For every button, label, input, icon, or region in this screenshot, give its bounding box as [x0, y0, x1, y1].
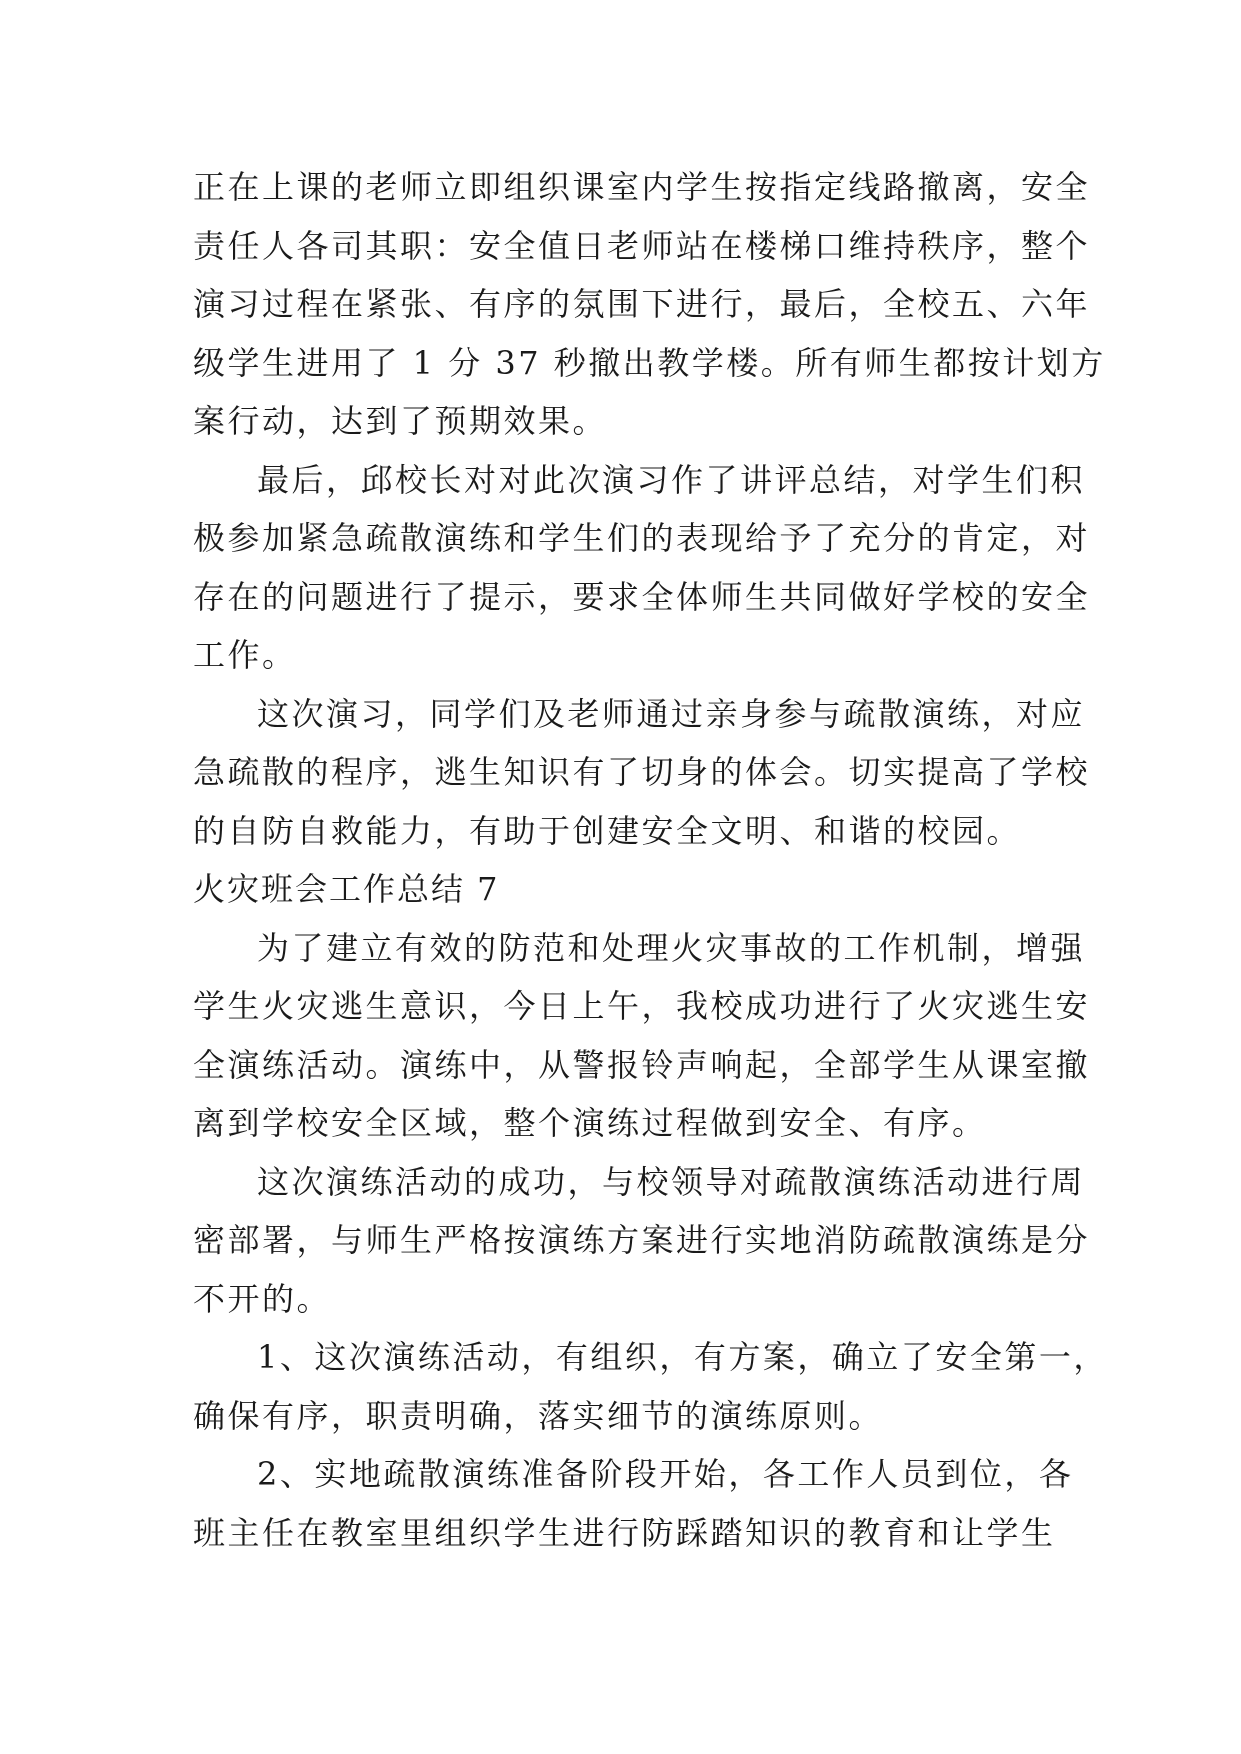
paragraph-line: 级学生进用了 1 分 37 秒撤出教学楼。所有师生都按计划方	[193, 343, 1106, 382]
paragraph-line: 班主任在教室里组织学生进行防踩踏知识的教育和让学生	[193, 1513, 1056, 1552]
paragraph-line: 这次演练活动的成功，与校领导对疏散演练活动进行周	[257, 1162, 1086, 1201]
paragraph-line: 极参加紧急疏散演练和学生们的表现给予了充分的肯定，对	[193, 519, 1091, 557]
paragraph-line: 急疏散的程序，逃生知识有了切身的体会。切实提高了学校	[193, 753, 1091, 791]
paragraph-line: 为了建立有效的防范和处理火灾事故的工作机制，增强	[257, 928, 1086, 967]
document-page	[193, 158, 1108, 1562]
paragraph	[193, 1328, 1108, 1445]
paragraph-line: 的自防自救能力，有助于创建安全文明、和谐的校园。	[193, 811, 1022, 850]
paragraph	[193, 158, 1106, 451]
paragraph-line: 密部署，与师生严格按演练方案进行实地消防疏散演练是分	[193, 1221, 1091, 1259]
paragraph-line: 1、这次演练活动，有组织，有方案，确立了安全第一，	[257, 1338, 1108, 1376]
paragraph-line: 演习过程在紧张、有序的氛围下进行，最后，全校五、六年	[193, 285, 1091, 323]
paragraph-line: 全演练活动。演练中，从警报铃声响起，全部学生从课室撤	[193, 1045, 1091, 1084]
paragraph	[193, 919, 1091, 1153]
paragraph-line: 工作。	[193, 636, 297, 674]
paragraph-line: 这次演习，同学们及老师通过亲身参与疏散演练，对应	[257, 694, 1086, 733]
heading-text: 火灾班会工作总结 7	[193, 870, 500, 908]
paragraph-line: 2、实地疏散演练准备阶段开始，各工作人员到位，各	[257, 1455, 1074, 1493]
paragraph	[193, 451, 1091, 685]
paragraph-line: 正在上课的老师立即组织课室内学生按指定线路撤离，安全	[193, 168, 1091, 206]
paragraph-line: 存在的问题进行了提示，要求全体师生共同做好学校的安全	[193, 577, 1091, 616]
paragraph	[193, 685, 1091, 861]
paragraph-line: 案行动，达到了预期效果。	[193, 402, 608, 440]
paragraph	[193, 1445, 1074, 1562]
section-heading	[193, 860, 1048, 919]
paragraph	[193, 1153, 1091, 1329]
paragraph-line: 责任人各司其职：安全值日老师站在楼梯口维持秩序，整个	[193, 226, 1091, 265]
paragraph-line: 不开的。	[193, 1279, 332, 1318]
paragraph-line: 确保有序，职责明确，落实细节的演练原则。	[193, 1396, 884, 1435]
paragraph-line: 最后，邱校长对对此次演习作了讲评总结，对学生们积	[257, 460, 1086, 499]
paragraph-line: 离到学校安全区域，整个演练过程做到安全、有序。	[193, 1104, 987, 1142]
paragraph-line: 学生火灾逃生意识，今日上午，我校成功进行了火灾逃生安	[193, 987, 1091, 1025]
